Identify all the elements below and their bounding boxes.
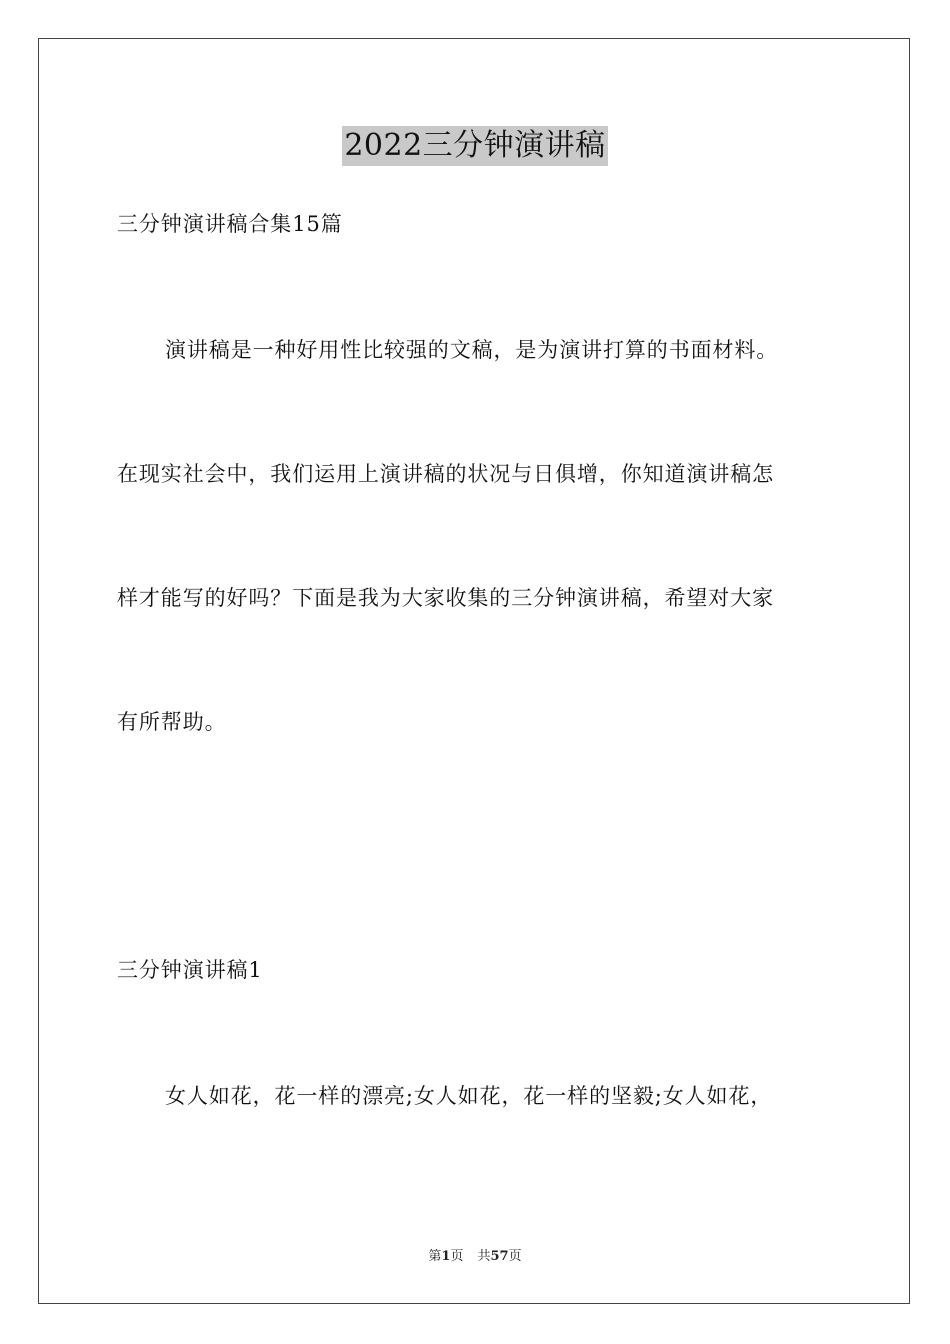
footer-total-pages: 57 xyxy=(490,1249,509,1264)
intro-paragraph-line-4: 有所帮助。 xyxy=(117,710,227,734)
document-title-wrapper xyxy=(0,126,950,166)
footer-total-prefix: 共 xyxy=(477,1249,491,1264)
document-subtitle: 三分钟演讲稿合集15篇 xyxy=(117,212,343,236)
footer-page-number: 1 xyxy=(441,1249,451,1264)
document-title: 2022三分钟演讲稿 xyxy=(342,126,607,166)
intro-paragraph-line-1: 演讲稿是一种好用性比较强的文稿，是为演讲打算的书面材料。 xyxy=(165,338,779,362)
section-heading: 三分钟演讲稿1 xyxy=(117,958,263,982)
intro-paragraph-line-2: 在现实社会中，我们运用上演讲稿的状况与日俱增，你知道演讲稿怎 xyxy=(117,462,774,486)
section-paragraph-line-1: 女人如花，花一样的漂亮;女人如花，花一样的坚毅;女人如花， xyxy=(165,1084,773,1108)
intro-paragraph-line-3: 样才能写的好吗？下面是我为大家收集的三分钟演讲稿，希望对大家 xyxy=(117,586,774,610)
footer-page-prefix: 第 xyxy=(428,1249,442,1264)
footer-page-suffix: 页 xyxy=(450,1249,464,1264)
footer-total-suffix: 页 xyxy=(508,1249,522,1264)
page-footer xyxy=(0,1248,950,1266)
